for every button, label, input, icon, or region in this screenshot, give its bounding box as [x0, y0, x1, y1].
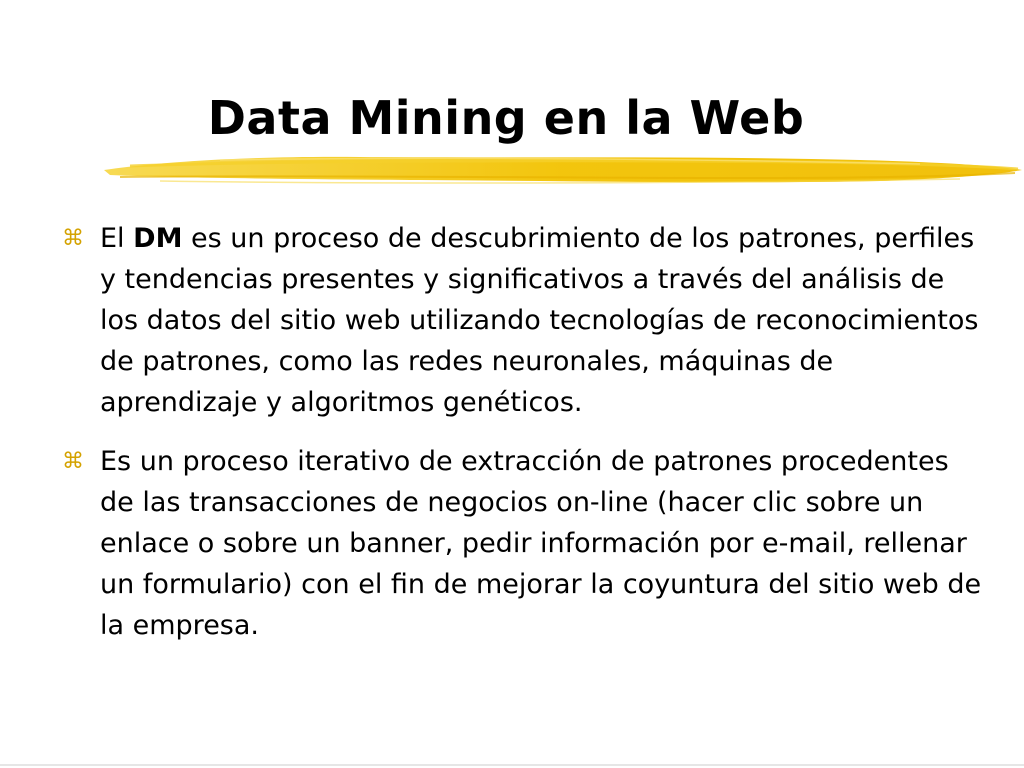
- bullet-item: [62, 218, 982, 423]
- bottom-divider: [0, 764, 1024, 766]
- command-icon: ⌘: [62, 226, 84, 251]
- bullet-item: [62, 441, 982, 646]
- slide-title: Data Mining en la Web: [207, 91, 805, 145]
- bullet-text: Es un proceso iterativo de extracción de patrones procedentes de las transacciones de negocios on-line (hacer clic sobre un enlace o sobre un banner, pedir información por e-mail, rellenar un formulario) con el fin de mejorar la coyuntura del sitio web de la empresa.: [100, 446, 982, 641]
- command-icon: ⌘: [62, 449, 84, 474]
- title-underline-brushstroke: [100, 148, 1024, 190]
- bullet-list: [62, 218, 982, 664]
- bold-term: DM: [133, 223, 183, 254]
- bullet-text: El DM es un proceso de descubrimiento de los patrones, perfiles y tendencias presentes y significativos a través del análisis de los datos del sitio web utilizando tecnologías de reconocimientos de patrones, como las redes neuronales, máquinas de aprendizaje y algoritmos genéticos.: [100, 223, 979, 418]
